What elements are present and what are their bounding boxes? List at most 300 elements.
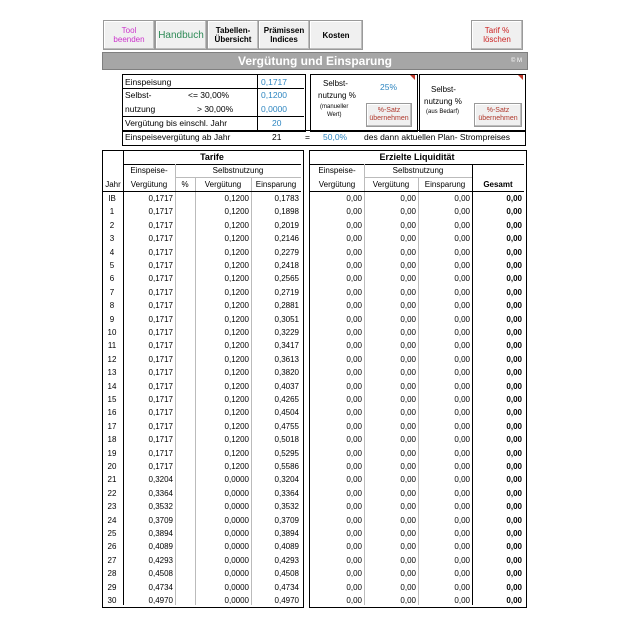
cell-liquid-selbst-verguetung: 0,00 [400, 555, 416, 565]
cell-einspeise-verguetung: 0,1717 [148, 274, 173, 284]
cell-liquid-einsparung: 0,00 [454, 421, 470, 431]
cell-selbst-verguetung: 0,1200 [224, 462, 249, 471]
cell-liquid-selbst-verguetung: 0,00 [400, 328, 416, 337]
cell-einspeise-verguetung: 0,1717 [148, 261, 173, 270]
cell-jahr: 18 [107, 435, 117, 445]
liquiditaet-row [310, 460, 524, 473]
cell-liquid-einsparung: 0,00 [454, 220, 470, 230]
cell-liquid-gesamt: 0,00 [506, 220, 522, 230]
verguetung-bis-label: Vergütung bis einschl. Jahr [125, 118, 228, 128]
handbuch-button[interactable] [155, 20, 207, 50]
uebernehmen-manual-label-2: übernehmen [369, 115, 409, 122]
cell-jahr: 16 [107, 408, 117, 418]
cell-liquid-einspeise: 0,00 [346, 381, 362, 391]
cell-jahr: 22 [107, 488, 117, 498]
cell-jahr: 27 [107, 555, 117, 565]
cell-einspeise-verguetung: 0,4089 [148, 542, 173, 552]
cell-selbst-verguetung: 0,1200 [224, 194, 249, 203]
selbst-manual-value[interactable]: 25% [380, 82, 398, 92]
cell-liquid-einsparung: 0,00 [454, 381, 470, 391]
tabellen-uebersicht-button[interactable] [207, 20, 259, 50]
selbst-manual-label-2: nutzung % [318, 91, 356, 100]
liquiditaet-row [310, 420, 524, 433]
liquiditaet-row [310, 514, 524, 527]
tarife-row [103, 514, 301, 527]
cell-liquid-gesamt: 0,00 [506, 542, 522, 552]
cell-einspeise-verguetung: 0,1717 [148, 462, 173, 471]
page-title [102, 52, 528, 70]
cell-liquid-einspeise: 0,00 [346, 287, 362, 297]
selbst-le-condition [188, 89, 229, 101]
cell-liquid-selbst-verguetung: 0,00 [400, 542, 416, 552]
cell-einspeise-verguetung: 0,4508 [148, 569, 173, 579]
tarife-row [103, 393, 301, 406]
uebernehmen-bedarf-label-2: übernehmen [478, 115, 518, 122]
cell-einspeise-verguetung: 0,3532 [148, 502, 173, 512]
verguetung-bis-value[interactable]: 20 [272, 118, 282, 128]
cell-liquid-einspeise: 0,00 [346, 261, 362, 270]
cell-liquid-einspeise: 0,00 [346, 421, 362, 431]
col-einsparung: Einsparung [255, 180, 297, 189]
cell-einspeise-verguetung: 0,4970 [148, 596, 173, 605]
col-liquid-selbst-verguetung: Vergütung [372, 180, 410, 189]
cell-jahr: 11 [107, 341, 117, 351]
cell-selbst-verguetung: 0,1200 [224, 328, 249, 337]
cell-einspeise-verguetung: 0,1717 [148, 301, 173, 311]
cell-selbst-verguetung: 0,1200 [224, 234, 249, 244]
cell-liquid-gesamt: 0,00 [506, 596, 522, 605]
cell-jahr: 4 [109, 247, 115, 257]
cell-liquid-gesamt: 0,00 [506, 287, 522, 297]
uebernehmen-bedarf-label-1: %-Satz [486, 107, 510, 114]
cell-liquid-einspeise: 0,00 [346, 475, 362, 485]
cell-liquid-einsparung: 0,00 [454, 542, 470, 552]
cell-selbst-verguetung: 0,1200 [224, 381, 249, 391]
cell-liquid-gesamt: 0,00 [506, 328, 522, 337]
cell-liquid-einsparung: 0,00 [454, 435, 470, 445]
cell-selbst-verguetung: 0,0000 [224, 475, 249, 485]
cell-jahr: 8 [109, 301, 115, 311]
cell-liquid-einspeise: 0,00 [346, 448, 362, 458]
cell-einspeise-verguetung: 0,1717 [148, 421, 173, 431]
liquiditaet-row [310, 259, 524, 272]
page-title-text: Vergütung und Einsparung [238, 54, 392, 68]
liquiditaet-row [310, 205, 524, 218]
cell-liquid-selbst-verguetung: 0,00 [400, 314, 416, 324]
cell-einspeise-verguetung: 0,1717 [148, 381, 173, 391]
cell-jahr: 23 [107, 502, 117, 512]
cell-jahr: 12 [107, 354, 117, 364]
cell-liquid-gesamt: 0,00 [506, 421, 522, 431]
tool-beenden-button[interactable] [103, 20, 155, 50]
liquiditaet-row [310, 219, 524, 232]
tarif-loeschen-button[interactable] [471, 20, 523, 50]
liquid-einspeise-top: Einspeise- [318, 166, 356, 175]
cell-liquid-einspeise: 0,00 [346, 354, 362, 364]
cell-jahr: 3 [109, 234, 115, 244]
cell-liquid-gesamt: 0,00 [506, 515, 522, 525]
cell-einspeise-verguetung: 0,1717 [148, 194, 173, 203]
tool-label-1: Tool [121, 26, 137, 35]
cell-jahr: IB [108, 194, 116, 203]
cell-liquid-einsparung: 0,00 [454, 261, 470, 270]
selbst-gt-condition: > 30,00% [197, 104, 234, 114]
cell-selbst-verguetung: 0,1200 [224, 220, 249, 230]
tarife-row [103, 219, 301, 232]
cell-einsparung: 0,4508 [274, 569, 299, 579]
cell-liquid-einspeise: 0,00 [346, 207, 362, 217]
cell-liquid-gesamt: 0,00 [506, 475, 522, 485]
cell-liquid-einsparung: 0,00 [454, 395, 470, 404]
liquiditaet-row [310, 326, 524, 339]
selbst-le-text: <= 30,00% [188, 90, 230, 100]
cell-selbst-verguetung: 0,1200 [224, 368, 249, 378]
cell-einspeise-verguetung: 0,1717 [148, 234, 173, 244]
tarife-header: Tarife [123, 151, 301, 165]
cell-liquid-selbst-verguetung: 0,00 [400, 475, 416, 485]
cell-liquid-selbst-verguetung: 0,00 [400, 596, 416, 605]
cell-liquid-gesamt: 0,00 [506, 582, 522, 592]
cell-einsparung: 0,3709 [274, 515, 299, 525]
cell-selbst-verguetung: 0,0000 [224, 529, 249, 538]
cell-selbst-verguetung: 0,1200 [224, 301, 249, 311]
liquiditaet-row [310, 353, 524, 366]
cell-liquid-einsparung: 0,00 [454, 368, 470, 378]
cell-jahr: 30 [107, 596, 117, 605]
cell-selbst-verguetung: 0,1200 [224, 408, 249, 418]
tarife-row [103, 527, 301, 540]
cell-jahr: 19 [107, 448, 117, 458]
liquiditaet-row [310, 554, 524, 567]
einspeisung-value[interactable]: 0,1717 [261, 77, 287, 87]
tarife-row [103, 473, 301, 486]
liquiditaet-row [310, 487, 524, 500]
einspeise-ab-equals: = [305, 132, 310, 142]
liquiditaet-row [310, 286, 524, 299]
cell-selbst-verguetung: 0,0000 [224, 569, 249, 579]
cell-liquid-einsparung: 0,00 [454, 287, 470, 297]
tarife-selbst-top: Selbstnutzung [212, 166, 264, 175]
liquiditaet-row [310, 527, 524, 540]
cell-selbst-verguetung: 0,0000 [224, 555, 249, 565]
cell-liquid-einspeise: 0,00 [346, 247, 362, 257]
cell-liquid-einsparung: 0,00 [454, 515, 470, 525]
col-liquid-einspeise-verguetung: Vergütung [318, 180, 356, 189]
cell-einsparung: 0,2719 [274, 287, 299, 297]
cell-liquid-gesamt: 0,00 [506, 207, 522, 217]
cell-liquid-einsparung: 0,00 [454, 341, 470, 351]
cell-einsparung: 0,4504 [274, 408, 299, 418]
tarife-row [103, 447, 301, 460]
cell-selbst-verguetung: 0,1200 [224, 274, 249, 284]
cell-selbst-verguetung: 0,1200 [224, 395, 249, 404]
cell-liquid-einspeise: 0,00 [346, 529, 362, 538]
cell-einspeise-verguetung: 0,4293 [148, 555, 173, 565]
cell-liquid-selbst-verguetung: 0,00 [400, 462, 416, 471]
tarife-row [103, 406, 301, 419]
liquiditaet-row [310, 192, 524, 205]
cell-jahr: 20 [107, 462, 117, 471]
cell-liquid-selbst-verguetung: 0,00 [400, 381, 416, 391]
tarife-row [103, 353, 301, 366]
cell-einspeise-verguetung: 0,3204 [148, 475, 173, 485]
cell-einsparung: 0,3613 [274, 354, 299, 364]
liquiditaet-row [310, 500, 524, 513]
cell-liquid-einspeise: 0,00 [346, 408, 362, 418]
cell-liquid-einsparung: 0,00 [454, 448, 470, 458]
cell-jahr: 29 [107, 582, 117, 592]
tarife-row [103, 259, 301, 272]
tarife-einspeise-top: Einspeise- [130, 166, 168, 175]
handbuch-label: Handbuch [158, 29, 204, 41]
cell-liquid-gesamt: 0,00 [506, 301, 522, 311]
cell-jahr: 1 [109, 207, 115, 217]
cell-liquid-selbst-verguetung: 0,00 [400, 515, 416, 525]
col-einspeise-verguetung: Vergütung [130, 180, 168, 189]
cell-liquid-selbst-verguetung: 0,00 [400, 448, 416, 458]
cell-liquid-gesamt: 0,00 [506, 435, 522, 445]
col-liquid-einsparung: Einsparung [424, 180, 466, 189]
liquiditaet-row [310, 339, 524, 352]
liquiditaet-table [309, 150, 527, 608]
cell-liquid-einsparung: 0,00 [454, 301, 470, 311]
praemissen-label-2: Indices [270, 35, 298, 44]
einspeise-ab-description: des dann aktuellen Plan- Strompreises [364, 132, 510, 142]
liquiditaet-row [310, 246, 524, 259]
cell-einsparung: 0,2881 [274, 301, 299, 311]
liquiditaet-row [310, 299, 524, 312]
cell-einspeise-verguetung: 0,1717 [148, 395, 173, 404]
tarife-row [103, 581, 301, 594]
cell-jahr: 13 [107, 368, 117, 378]
kosten-button[interactable] [309, 20, 363, 50]
cell-einspeise-verguetung: 0,1717 [148, 341, 173, 351]
cell-liquid-einspeise: 0,00 [346, 488, 362, 498]
liquid-selbst-top: Selbstnutzung [392, 166, 444, 175]
liquiditaet-row [310, 313, 524, 326]
cell-selbst-verguetung: 0,1200 [224, 435, 249, 445]
cell-einspeise-verguetung: 0,4734 [148, 582, 173, 592]
cell-selbst-verguetung: 0,1200 [224, 354, 249, 364]
cell-einsparung: 0,4293 [274, 555, 299, 565]
cell-liquid-einsparung: 0,00 [454, 194, 470, 203]
cell-einsparung: 0,3894 [274, 529, 299, 538]
cell-liquid-gesamt: 0,00 [506, 341, 522, 351]
cell-einsparung: 0,4755 [274, 421, 299, 431]
cell-einsparung: 0,3417 [274, 341, 299, 351]
liquiditaet-row [310, 406, 524, 419]
cell-jahr: 6 [109, 274, 115, 284]
einspeisung-label: Einspeisung [125, 77, 172, 87]
cell-selbst-verguetung: 0,0000 [224, 542, 249, 552]
cell-einsparung: 0,3532 [274, 502, 299, 512]
cell-liquid-selbst-verguetung: 0,00 [400, 395, 416, 404]
cell-liquid-selbst-verguetung: 0,00 [400, 234, 416, 244]
cell-einspeise-verguetung: 0,1717 [148, 448, 173, 458]
liquiditaet-row [310, 540, 524, 553]
cell-liquid-einspeise: 0,00 [346, 341, 362, 351]
cell-einsparung: 0,3820 [274, 368, 299, 378]
cell-liquid-einsparung: 0,00 [454, 502, 470, 512]
tarife-row [103, 380, 301, 393]
cell-liquid-selbst-verguetung: 0,00 [400, 368, 416, 378]
cell-selbst-verguetung: 0,0000 [224, 582, 249, 592]
cell-jahr: 7 [109, 287, 115, 297]
selbstnutzung-label-1: Selbst- [125, 90, 152, 100]
cell-liquid-einspeise: 0,00 [346, 314, 362, 324]
cell-selbst-verguetung: 0,1200 [224, 287, 249, 297]
cell-liquid-gesamt: 0,00 [506, 408, 522, 418]
cell-einsparung: 0,4265 [274, 395, 299, 404]
cell-jahr: 17 [107, 421, 117, 431]
col-percent: % [181, 180, 189, 189]
cell-liquid-selbst-verguetung: 0,00 [400, 408, 416, 418]
cell-jahr: 24 [107, 515, 117, 525]
cell-liquid-einspeise: 0,00 [346, 395, 362, 404]
cell-liquid-gesamt: 0,00 [506, 488, 522, 498]
cell-liquid-gesamt: 0,00 [506, 194, 522, 203]
cell-liquid-gesamt: 0,00 [506, 261, 522, 270]
cell-liquid-einsparung: 0,00 [454, 475, 470, 485]
cell-liquid-gesamt: 0,00 [506, 529, 522, 538]
tarife-row [103, 192, 301, 205]
cell-jahr: 28 [107, 569, 117, 579]
tarife-row [103, 286, 301, 299]
selbst-manual-label-1: Selbst- [323, 79, 348, 88]
cell-einsparung: 0,2565 [274, 274, 299, 284]
uebernehmen-manual-button[interactable] [366, 103, 412, 127]
selbst-bedarf-label-2: nutzung % [424, 97, 462, 106]
cell-einspeise-verguetung: 0,3364 [148, 488, 173, 498]
uebernehmen-bedarf-button[interactable] [474, 103, 522, 127]
cell-liquid-einsparung: 0,00 [454, 569, 470, 579]
tarife-row [103, 339, 301, 352]
cell-selbst-verguetung: 0,1200 [224, 207, 249, 217]
cell-einsparung: 0,1898 [274, 207, 299, 217]
cell-einsparung: 0,2019 [274, 220, 299, 230]
selbst-le-value[interactable]: 0,1200 [261, 90, 287, 100]
cell-einsparung: 0,2279 [274, 247, 299, 257]
cell-einspeise-verguetung: 0,1717 [148, 435, 173, 445]
liquiditaet-row [310, 567, 524, 580]
cell-einspeise-verguetung: 0,3709 [148, 515, 173, 525]
tarife-row [103, 540, 301, 553]
einspeise-ab-year[interactable]: 21 [272, 132, 282, 142]
cell-liquid-einsparung: 0,00 [454, 354, 470, 364]
selbst-gt-value[interactable]: 0,0000 [261, 104, 287, 114]
cell-liquid-einsparung: 0,00 [454, 596, 470, 605]
cell-selbst-verguetung: 0,0000 [224, 488, 249, 498]
cell-liquid-gesamt: 0,00 [506, 395, 522, 404]
cell-liquid-selbst-verguetung: 0,00 [400, 582, 416, 592]
cell-selbst-verguetung: 0,1200 [224, 261, 249, 270]
tarife-row [103, 594, 301, 607]
cell-einsparung: 0,4734 [274, 582, 299, 592]
col-jahr: Jahr [105, 180, 121, 189]
tarife-row [103, 433, 301, 446]
cell-jahr: 10 [107, 328, 117, 337]
einspeise-ab-percent[interactable]: 50,0% [323, 132, 348, 142]
cell-einspeise-verguetung: 0,1717 [148, 354, 173, 364]
cell-liquid-einsparung: 0,00 [454, 462, 470, 471]
cell-liquid-einspeise: 0,00 [346, 515, 362, 525]
tarife-row [103, 554, 301, 567]
selbst-bedarf-label-1: Selbst- [431, 85, 456, 94]
cell-liquid-gesamt: 0,00 [506, 247, 522, 257]
cell-liquid-gesamt: 0,00 [506, 274, 522, 284]
col-selbst-verguetung: Vergütung [204, 180, 242, 189]
cell-liquid-einspeise: 0,00 [346, 555, 362, 565]
tarife-row [103, 460, 301, 473]
cell-liquid-einspeise: 0,00 [346, 582, 362, 592]
tarife-row [103, 232, 301, 245]
cell-liquid-einsparung: 0,00 [454, 274, 470, 284]
col-gesamt: Gesamt [483, 180, 513, 189]
tabellen-label-1: Tabellen- [215, 26, 251, 35]
liquiditaet-header: Erzielte Liquidität [310, 151, 524, 165]
tarife-row [103, 500, 301, 513]
liquiditaet-row [310, 380, 524, 393]
cell-liquid-selbst-verguetung: 0,00 [400, 341, 416, 351]
cell-liquid-einspeise: 0,00 [346, 301, 362, 311]
cell-liquid-einsparung: 0,00 [454, 529, 470, 538]
cell-liquid-einspeise: 0,00 [346, 596, 362, 605]
cell-liquid-selbst-verguetung: 0,00 [400, 488, 416, 498]
copyright-label: © M [510, 58, 522, 64]
tarife-row [103, 272, 301, 285]
cell-jahr: 26 [107, 542, 117, 552]
liquiditaet-row [310, 433, 524, 446]
cell-liquid-einspeise: 0,00 [346, 220, 362, 230]
cell-liquid-selbst-verguetung: 0,00 [400, 354, 416, 364]
cell-liquid-einspeise: 0,00 [346, 368, 362, 378]
cell-liquid-einspeise: 0,00 [346, 234, 362, 244]
cell-selbst-verguetung: 0,0000 [224, 502, 249, 512]
selbst-manual-label-4: Wert) [327, 112, 342, 118]
cell-liquid-selbst-verguetung: 0,00 [400, 207, 416, 217]
cell-liquid-einsparung: 0,00 [454, 408, 470, 418]
tarife-row [103, 567, 301, 580]
liquiditaet-row [310, 272, 524, 285]
comment-marker-icon [410, 75, 415, 80]
cell-einsparung: 0,5586 [274, 462, 299, 471]
kosten-label: Kosten [322, 30, 350, 40]
cell-jahr: 14 [107, 381, 117, 391]
cell-liquid-einsparung: 0,00 [454, 582, 470, 592]
selbst-manual-label-3: (manueller [320, 104, 349, 110]
cell-liquid-gesamt: 0,00 [506, 234, 522, 244]
cell-selbst-verguetung: 0,1200 [224, 341, 249, 351]
cell-einsparung: 0,3229 [274, 328, 299, 337]
tarife-row [103, 299, 301, 312]
tool-label-2: beenden [113, 35, 145, 44]
cell-selbst-verguetung: 0,0000 [224, 596, 249, 605]
cell-liquid-gesamt: 0,00 [506, 368, 522, 378]
cell-einsparung: 0,3204 [274, 475, 299, 485]
praemissen-indices-button[interactable] [258, 20, 310, 50]
tarif-label-2: löschen [483, 35, 511, 44]
tarife-row [103, 366, 301, 379]
einspeise-ab-label: Einspeisevergütung ab Jahr [125, 132, 231, 142]
cell-liquid-einspeise: 0,00 [346, 569, 362, 579]
cell-liquid-einsparung: 0,00 [454, 555, 470, 565]
cell-jahr: 5 [109, 261, 115, 270]
liquiditaet-row [310, 232, 524, 245]
liquiditaet-row [310, 447, 524, 460]
tarife-row [103, 487, 301, 500]
cell-liquid-einsparung: 0,00 [454, 247, 470, 257]
cell-liquid-selbst-verguetung: 0,00 [400, 220, 416, 230]
